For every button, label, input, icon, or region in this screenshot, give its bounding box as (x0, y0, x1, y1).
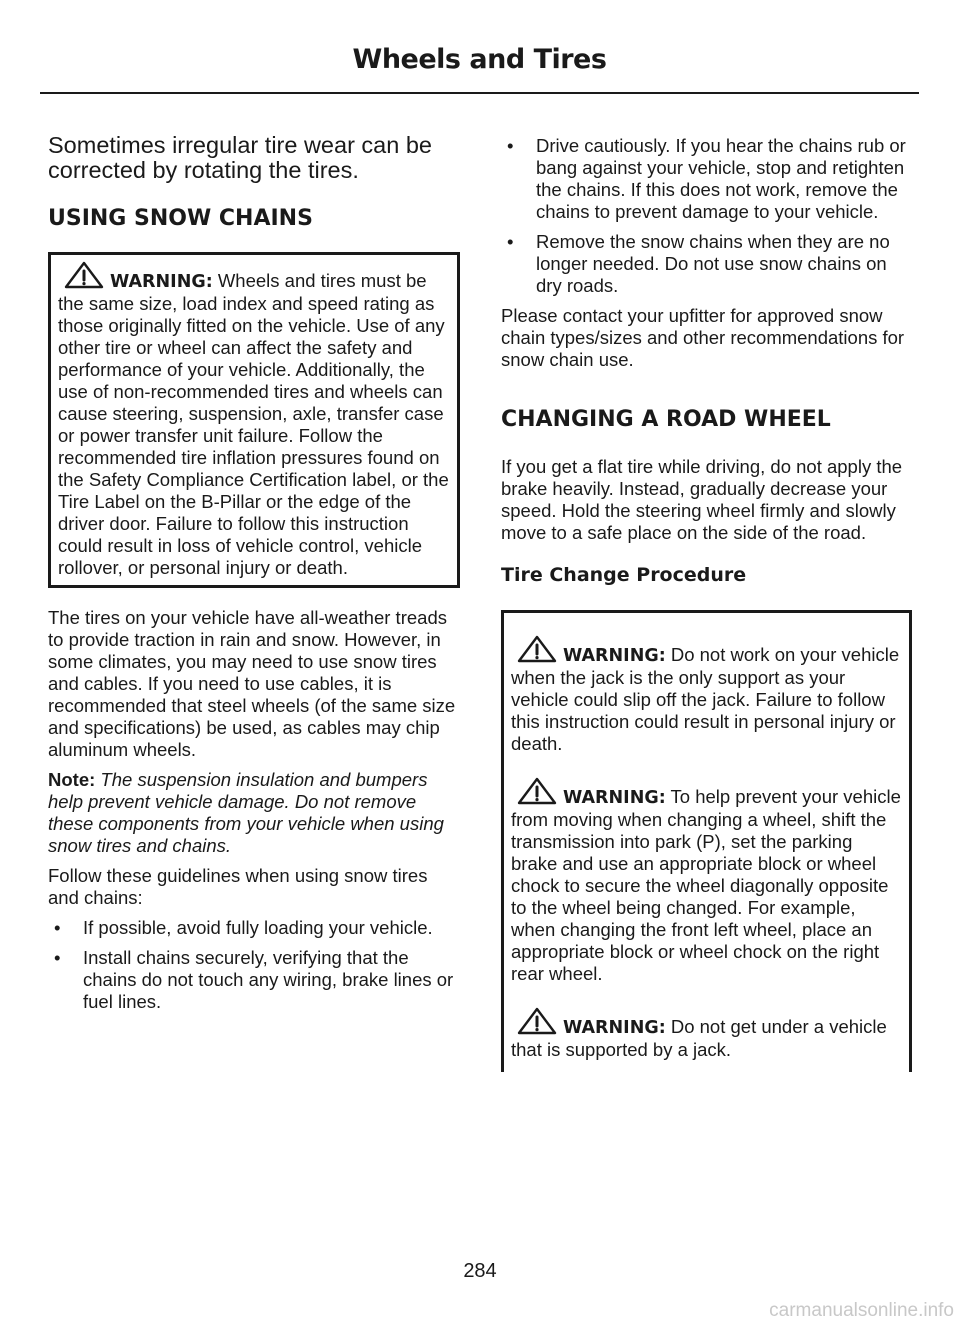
paragraph-flat-tire: If you get a flat tire while driving, do not apply the brake heavily. Instead, gradually decrease your speed. Hold the steering wheel firmly and slowly move to a safe place on the side of the road. (501, 456, 903, 543)
warning-triangle-icon (517, 777, 557, 805)
warning-triangle-icon (517, 635, 557, 663)
list-item (501, 231, 912, 297)
paragraph-upfitter: Please contact your upfitter for approved snow chain types/sizes and other recommendations for snow chain use. (501, 305, 905, 370)
list-item (501, 135, 912, 223)
section-heading-snow-chains: USING SNOW CHAINS (48, 206, 313, 231)
left-column (48, 130, 460, 1013)
sub-heading-tire-change: Tire Change Procedure (501, 564, 747, 586)
warning-text: To help prevent your vehicle from moving when changing a wheel, shift the transmission into park (P), set the parking brake and use an appropriate block or wheel chock to secure the wheel diagonally opposite to the wheel being changed. For example, when changing the front left wheel, place an appropriate block or wheel chock on the right rear wheel. (511, 786, 901, 984)
warning-paragraph (511, 1007, 903, 1061)
paragraph-guidelines-intro: Follow these guidelines when using snow tires and chains: (48, 865, 428, 908)
warning-triangle-icon (517, 1007, 557, 1035)
warning-label: WARNING: (563, 788, 666, 808)
list-item (48, 947, 460, 1013)
note-text: The suspension insulation and bumpers help prevent vehicle damage. Do not remove these components from your vehicle when using snow tires and chains. (48, 769, 444, 856)
warning-paragraph (58, 261, 451, 579)
section-heading-changing-wheel: CHANGING A ROAD WHEEL (501, 407, 831, 432)
right-column (501, 130, 912, 1072)
warning-text: Do not get under a vehicle that is supported by a jack. (511, 1016, 887, 1060)
warning-paragraph (511, 635, 903, 755)
list-item-text: If possible, avoid fully loading your vehicle. (83, 917, 433, 938)
list-item (48, 917, 460, 939)
list-item-text: Remove the snow chains when they are no longer needed. Do not use snow chains on dry roads. (536, 231, 890, 296)
warning-box-tire-change (501, 610, 912, 1072)
list-item-text: Install chains securely, verifying that the chains do not touch any wiring, brake lines or fuel lines. (83, 947, 454, 1012)
warning-triangle-icon (64, 261, 104, 289)
warning-label: WARNING: (110, 272, 213, 292)
warning-label: WARNING: (563, 646, 666, 666)
page-number: 284 (463, 1260, 497, 1282)
list-item-text: Drive cautiously. If you hear the chains rub or bang against your vehicle, stop and retighten the chains. If this does not work, remove the chains to prevent damage to your vehicle. (536, 135, 906, 222)
bullet-glyph: • (507, 135, 514, 156)
intro-text: Sometimes irregular tire wear can be corrected by rotating the tires. (48, 132, 432, 183)
warning-paragraph (511, 777, 903, 985)
warning-text: Do not work on your vehicle when the jack is the only support as your vehicle could slip off the jack. Failure to follow this instruction could result in personal injury or death. (511, 644, 900, 754)
paragraph-all-weather-treads: The tires on your vehicle have all-weather treads to provide traction in rain and snow. However, in some climates, you may need to use snow tires and cables. If you need to use cables, it is recommended that steel wheels (of the same size and specifications) be used, as cables may chip aluminum wheels. (48, 607, 456, 760)
note-paragraph (48, 769, 460, 857)
bullet-glyph: • (507, 231, 514, 252)
bullet-glyph: • (54, 917, 61, 938)
page-header (40, 44, 919, 94)
page-title: Wheels and Tires (352, 44, 607, 75)
watermark: carmanualsonline.info (769, 1300, 954, 1321)
warning-label: WARNING: (563, 1018, 666, 1038)
warning-box-wheels-tires (48, 252, 460, 588)
bullet-list-left (48, 917, 460, 1013)
bullet-list-right (501, 135, 912, 297)
note-label: Note: (48, 769, 96, 790)
warning-text: Wheels and tires must be the same size, load index and speed rating as those originally fitted on the vehicle. Use of any other tire or wheel can affect the safety and performance of your vehicle. Additionally, the use of non-recommended tires and wheels can cause steering, suspension, axle, transfer case or power transfer unit failure. Follow the recommended tire inflation pressures found on the Safety Compliance Certification label, or the Tire Label on the B-Pillar or the edge of the driver door. Failure to follow this instruction could result in loss of vehicle control, vehicle rollover, or personal injury or death. (58, 270, 449, 578)
bullet-glyph: • (54, 947, 61, 968)
